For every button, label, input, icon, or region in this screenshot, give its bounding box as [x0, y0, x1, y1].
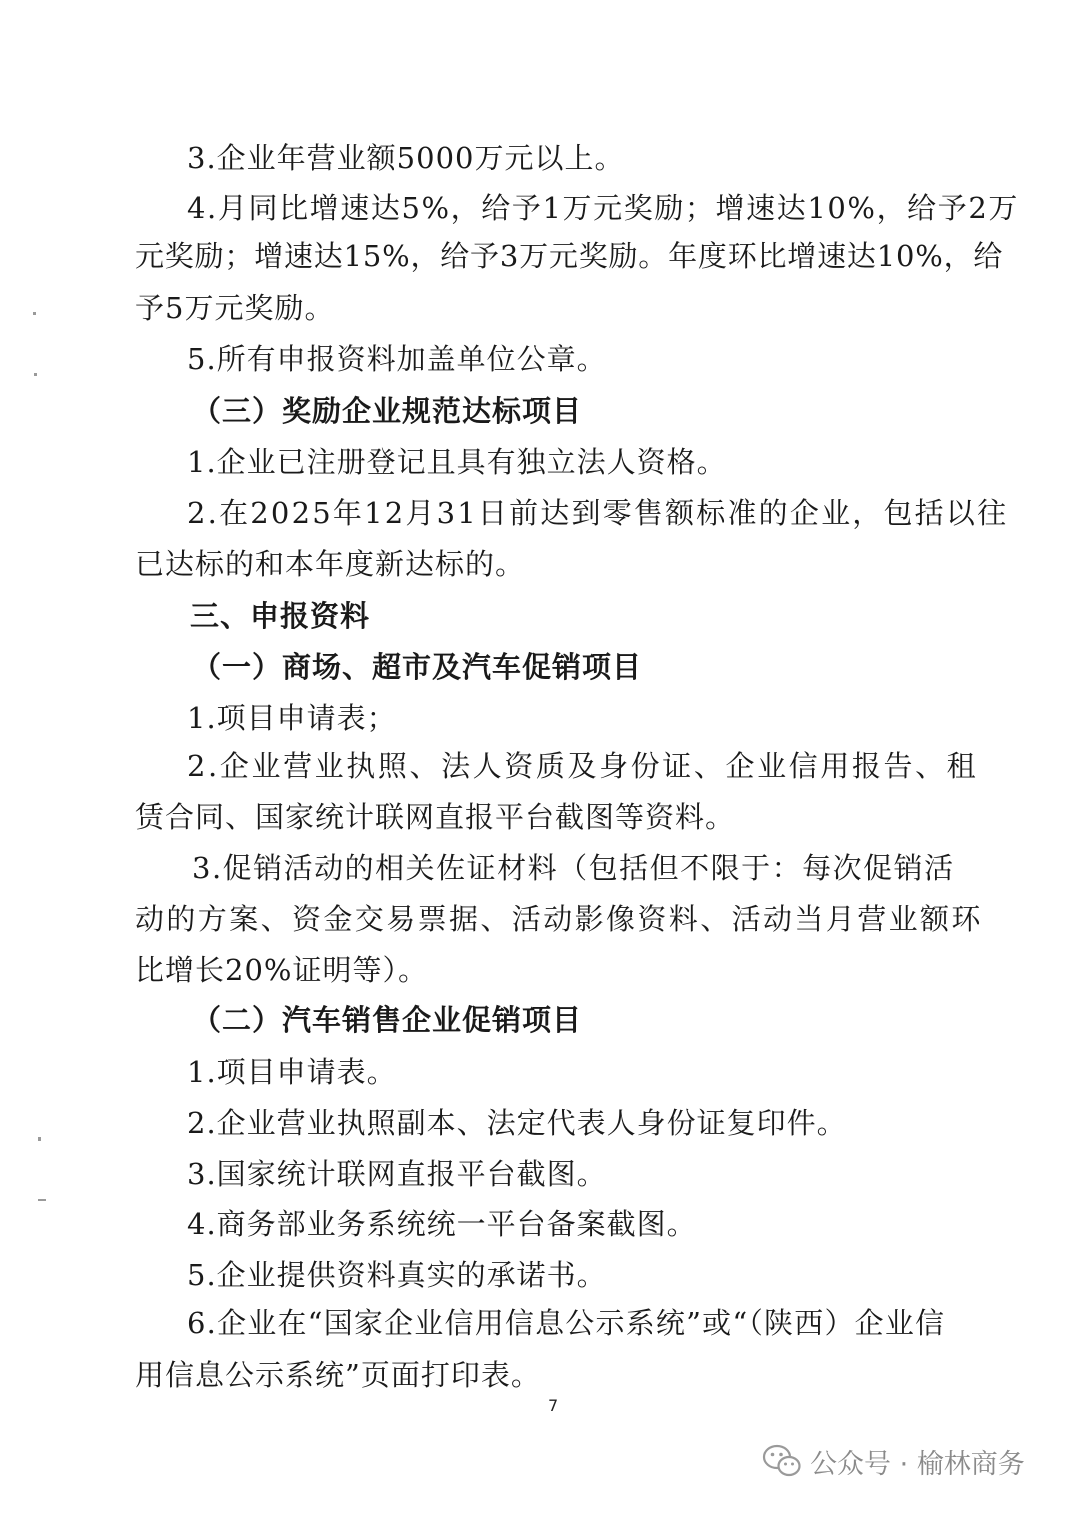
section-heading: 三、申报资料 — [190, 599, 371, 633]
paragraph-line: 3.企业年营业额5000万元以上。 — [187, 141, 625, 175]
paragraph-line: 5.企业提供资料真实的承诺书。 — [187, 1258, 607, 1292]
paragraph-line: 元奖励；增速达15%，给予3万元奖励。年度环比增速达10%，给 — [135, 239, 1004, 273]
paragraph-line: 4.月同比增速达5%，给予1万元奖励；增速达10%，给予2万 — [187, 191, 1020, 225]
paragraph-line: 1.项目申请表。 — [187, 1055, 397, 1089]
scan-speck — [38, 1199, 46, 1201]
paragraph-line: 2.企业营业执照、法人资质及身份证、企业信用报告、租 — [187, 749, 979, 783]
watermark-text: 公众号 · 榆林商务 — [810, 1448, 1025, 1480]
paragraph-line: 2.企业营业执照副本、法定代表人身份证复印件。 — [187, 1106, 847, 1140]
paragraph-line: 赁合同、国家统计联网直报平台截图等资料。 — [135, 800, 736, 834]
section-heading: （二）汽车销售企业促销项目 — [192, 1003, 583, 1037]
scan-speck — [38, 1137, 41, 1141]
paragraph-line: 比增长20%证明等）。 — [135, 953, 428, 987]
scan-speck — [33, 312, 36, 315]
page-number: 7 — [548, 1396, 559, 1415]
section-heading: （三）奖励企业规范达标项目 — [192, 394, 583, 428]
paragraph-line: 3.国家统计联网直报平台截图。 — [187, 1157, 607, 1191]
paragraph-line: 1.项目申请表； — [187, 701, 397, 735]
paragraph-line: 用信息公示系统”页面打印表。 — [135, 1358, 541, 1392]
paragraph-line: 6.企业在“国家企业信用信息公示系统”或“（陕西）企业信 — [187, 1306, 946, 1340]
scan-speck — [34, 373, 37, 376]
paragraph-line: 1.企业已注册登记且具有独立法人资格。 — [187, 445, 727, 479]
paragraph-line: 5.所有申报资料加盖单位公章。 — [187, 342, 607, 376]
paragraph-line: 3.促销活动的相关佐证材料（包括但不限于：每次促销活 — [192, 851, 955, 885]
watermark — [762, 1436, 1025, 1486]
paragraph-line: 予5万元奖励。 — [135, 291, 335, 325]
section-heading: （一）商场、超市及汽车促销项目 — [192, 650, 643, 684]
paragraph-line: 2.在2025年12月31日前达到零售额标准的企业，包括以往 — [187, 496, 1009, 530]
paragraph-line: 已达标的和本年度新达标的。 — [135, 547, 526, 581]
paragraph-line: 4.商务部业务系统统一平台备案截图。 — [187, 1207, 697, 1241]
paragraph-line: 动的方案、资金交易票据、活动影像资料、活动当月营业额环 — [135, 902, 983, 936]
wechat-icon — [762, 1444, 802, 1478]
